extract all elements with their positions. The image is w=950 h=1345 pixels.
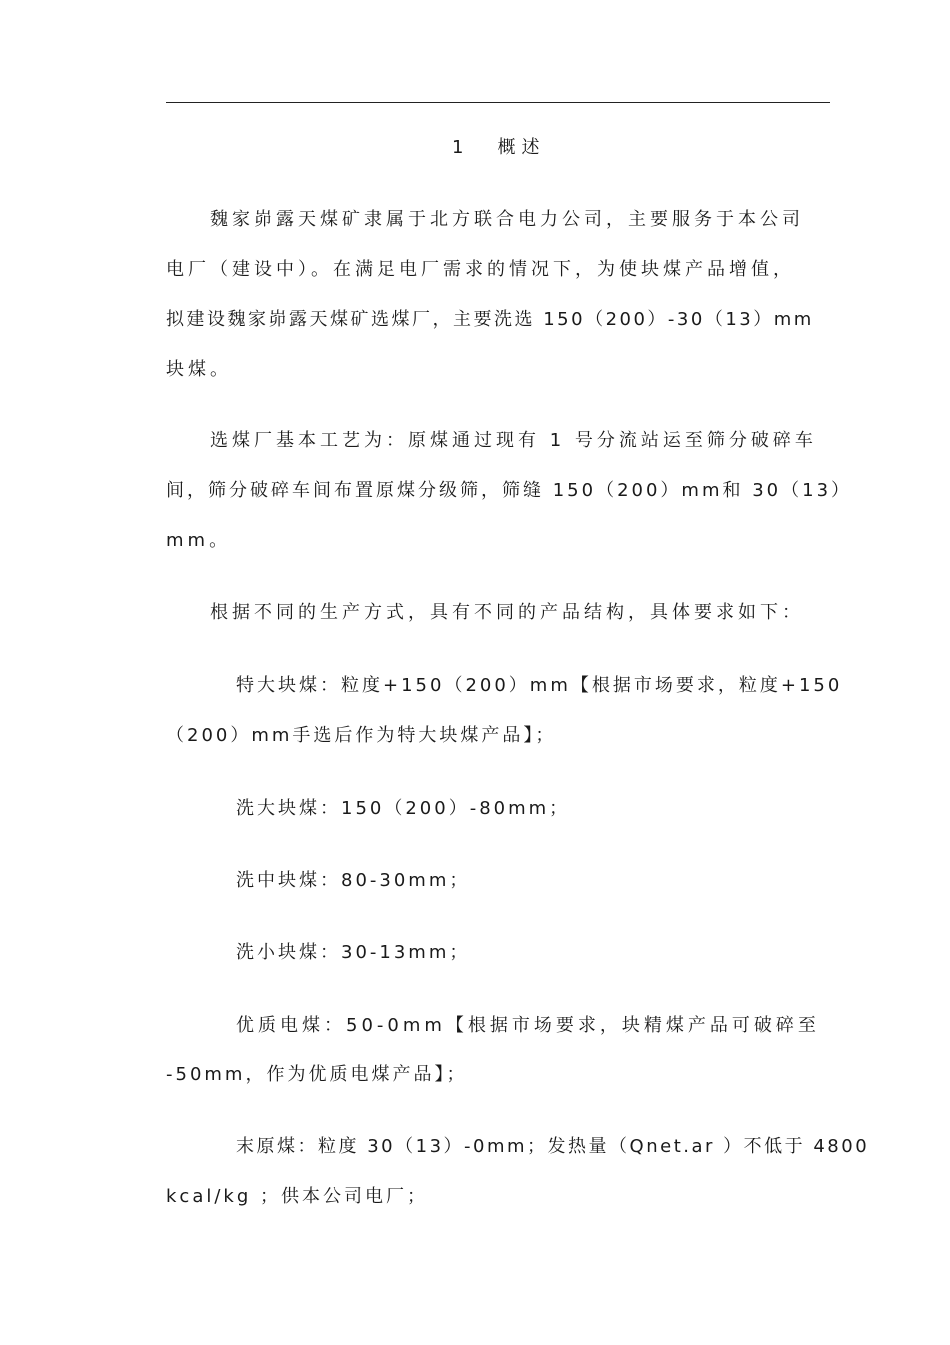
- paragraph-2-line-1: 选煤厂基本工艺为：原煤通过现有 1 号分流站运至筛分破碎车: [210, 430, 817, 451]
- paragraph-4-line-1: 特大块煤：粒度+150（200）mm【根据市场要求，粒度+150: [236, 675, 843, 696]
- paragraph-2-line-3: mm。: [166, 530, 232, 551]
- paragraph-9-line-1: 末原煤：粒度 30（13）-0mm；发热量（Qnet.ar ）不低于 4800: [236, 1136, 870, 1157]
- paragraph-1-line-2: 电厂（建设中）。在满足电厂需求的情况下，为使块煤产品增值，: [166, 259, 795, 280]
- section-number: 1: [452, 137, 470, 158]
- paragraph-8-line-2: -50mm，作为优质电煤产品】；: [166, 1064, 468, 1085]
- paragraph-3-line-1: 根据不同的生产方式，具有不同的产品结构，具体要求如下：: [210, 602, 804, 623]
- paragraph-8-line-1: 优质电煤：50-0mm【根据市场要求，块精煤产品可破碎至: [236, 1015, 820, 1036]
- paragraph-7-line-1: 洗小块煤：30-13mm；: [236, 942, 471, 963]
- paragraph-1-line-4: 块煤。: [166, 359, 232, 380]
- paragraph-6-line-1: 洗中块煤：80-30mm；: [236, 870, 471, 891]
- section-title: 概述: [497, 137, 546, 158]
- paragraph-2-line-2: 间，筛分破碎车间布置原煤分级筛，筛缝 150（200）mm和 30（13）: [166, 480, 853, 501]
- paragraph-1-line-1: 魏家峁露天煤矿隶属于北方联合电力公司，主要服务于本公司: [210, 209, 804, 230]
- paragraph-4-line-2: （200）mm手选后作为特大块煤产品】；: [166, 725, 557, 746]
- top-rule: [166, 102, 830, 103]
- paragraph-1-line-3: 拟建设魏家峁露天煤矿选煤厂，主要洗选 150（200）-30（13）mm: [166, 309, 814, 330]
- section-heading: [452, 136, 545, 160]
- paragraph-5-line-1: 洗大块煤：150（200）-80mm；: [236, 798, 571, 819]
- paragraph-9-line-2: kcal/kg ；供本公司电厂；: [166, 1186, 428, 1207]
